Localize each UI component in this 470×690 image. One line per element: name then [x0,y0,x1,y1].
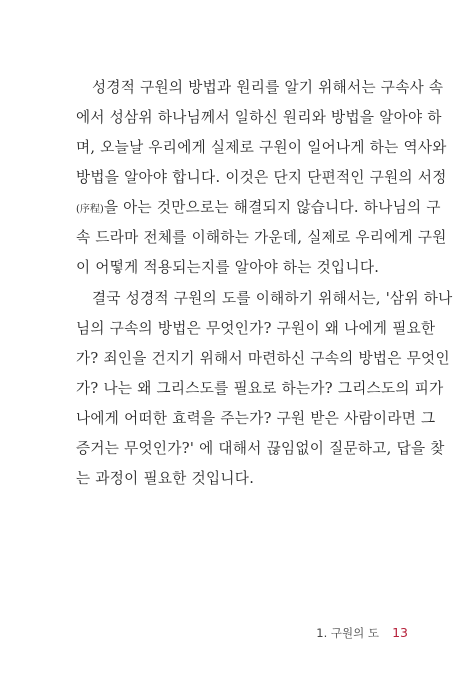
paragraph-2 [76,284,453,494]
text-line: 증거는 무엇인가?' 에 대해서 끊임없이 질문하고, 답을 찾 [76,440,445,457]
text-line: 이 어떻게 적용되는지를 알아야 하는 것입니다. [76,259,380,276]
text-line: 에서 성삼위 하나님께서 일하신 원리와 방법을 알아야 하 [76,109,442,126]
hanja-annotation: (序程) [76,204,104,215]
text-line: 방법을 알아야 합니다. 이것은 단지 단편적인 구원의 서정 [76,169,447,186]
text-line: 는 과정이 필요한 것입니다. [76,470,255,487]
text-line: 속 드라마 전체를 이해하는 가운데, 실제로 우리에게 구원 [76,229,447,246]
text-line: 가? 나는 왜 그리스도를 필요로 하는가? 그리스도의 피가 [76,380,444,397]
text-line: 결국 성경적 구원의 도를 이해하기 위해서는, '삼위 하나 [92,290,453,307]
text-line-rest: 을 아는 것만으로는 해결되지 않습니다. 하나님의 구 [103,199,441,216]
text-line: 님의 구속의 방법은 무엇인가? 구원이 왜 나에게 필요한 [76,320,436,337]
text-line: 성경적 구원의 방법과 원리를 알기 위해서는 구속사 속 [92,79,444,96]
chapter-label: 1. 구원의 도 [316,626,379,640]
text-line [76,193,441,223]
page-footer [316,622,408,642]
paragraph-1 [76,73,447,283]
text-line: 가? 죄인을 건지기 위해서 마련하신 구속의 방법은 무엇인 [76,350,450,367]
page-number: 13 [392,625,408,640]
text-line: 며, 오늘날 우리에게 실제로 구원이 일어나게 하는 역사와 [76,139,447,156]
text-line: 나에게 어떠한 효력을 주는가? 구원 받은 사람이라면 그 [76,410,436,427]
